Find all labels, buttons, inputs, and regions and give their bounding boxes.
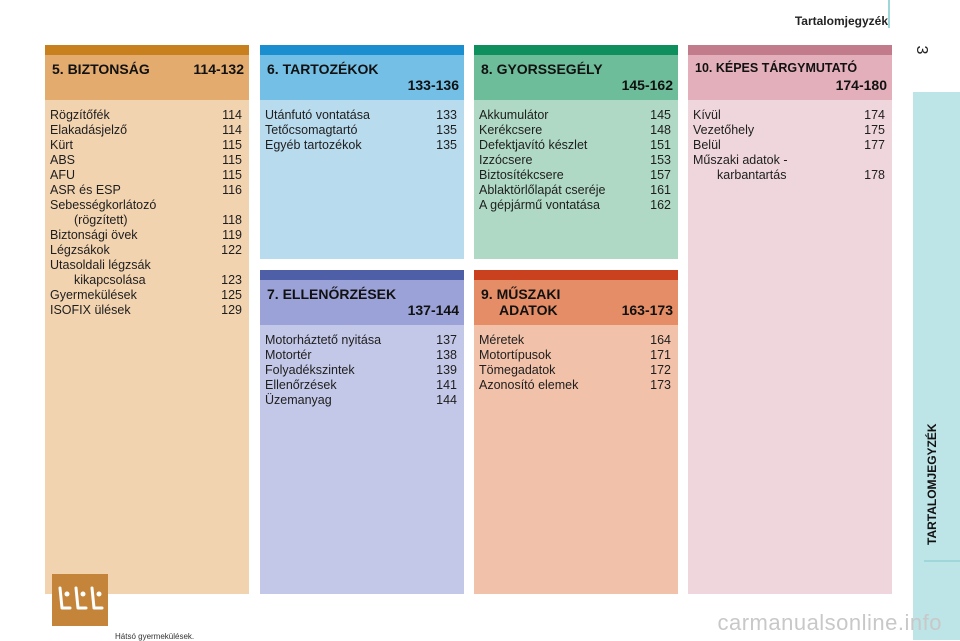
child-seats-caption: Hátsó gyermekülések. — [115, 632, 195, 641]
toc-entry[interactable] — [479, 138, 671, 153]
toc-entry-title: Folyadékszintek — [265, 363, 355, 377]
toc-entry-title: Gyermekülések — [50, 288, 137, 302]
toc-entry-page: 138 — [436, 348, 457, 362]
toc-entry[interactable] — [693, 123, 885, 138]
section-10-kepes-targymutato — [688, 45, 892, 594]
section-7-range: 137-144 — [407, 302, 459, 318]
toc-entry-title: Azonosító elemek — [479, 378, 579, 392]
toc-entry-page: 145 — [650, 108, 671, 122]
toc-entry[interactable] — [50, 168, 242, 183]
toc-entry-page: 172 — [650, 363, 671, 377]
toc-entry-page: 174 — [864, 108, 885, 122]
section-8-strip — [474, 45, 678, 55]
toc-entry-title: Kürt — [50, 138, 73, 152]
toc-entry-title: Izzócsere — [479, 153, 533, 167]
toc-entry-page: 157 — [650, 168, 671, 182]
toc-entry-title: Üzemanyag — [265, 393, 332, 407]
toc-entry[interactable] — [265, 123, 457, 138]
toc-entry-page: 171 — [650, 348, 671, 362]
toc-entry-page: 118 — [222, 213, 242, 227]
toc-entry-page: 114 — [222, 108, 242, 122]
section-7-title: 7. ELLENŐRZÉSEK — [267, 286, 397, 302]
toc-entry-page: 151 — [650, 138, 671, 152]
toc-entry-page: 148 — [650, 123, 671, 137]
section-5-header[interactable] — [45, 55, 249, 100]
toc-entry[interactable] — [50, 123, 242, 138]
section-8-title: 8. GYORSSEGÉLY — [481, 61, 603, 77]
toc-entry-title: Biztonsági övek — [50, 228, 138, 242]
section-10-header[interactable] — [688, 55, 892, 100]
toc-entry-title: Belül — [693, 138, 721, 152]
toc-entry-title: ABS — [50, 153, 76, 167]
toc-entry-title: kikapcsolása — [74, 273, 146, 287]
toc-entry[interactable] — [693, 153, 885, 168]
side-tab-rule — [924, 560, 960, 562]
section-9-strip — [474, 270, 678, 280]
section-9-title: 9. MŰSZAKI — [481, 286, 561, 302]
toc-entry-title: Elakadásjelző — [50, 123, 128, 137]
toc-entry[interactable] — [265, 393, 457, 408]
toc-entry-page: 115 — [222, 138, 242, 152]
toc-entry-page: 161 — [650, 183, 671, 197]
toc-entry-title: Kerékcsere — [479, 123, 543, 137]
section-8-range: 145-162 — [621, 77, 673, 93]
toc-entry-page: 173 — [650, 378, 671, 392]
toc-entry[interactable] — [693, 108, 885, 123]
section-6-title: 6. TARTOZÉKOK — [267, 61, 379, 77]
section-8-body — [474, 100, 678, 259]
section-7-body — [260, 325, 464, 594]
side-tab — [913, 92, 960, 640]
section-6-header[interactable] — [260, 55, 464, 100]
toc-entry-page: 139 — [436, 363, 457, 377]
toc-entry[interactable] — [479, 348, 671, 363]
toc-entry[interactable] — [479, 378, 671, 393]
toc-entry-title: Utasoldali légzsák — [50, 258, 151, 272]
toc-entry[interactable] — [265, 138, 457, 153]
toc-entry[interactable] — [50, 198, 242, 213]
toc-entry-page: 162 — [650, 198, 671, 212]
section-7-list — [265, 333, 457, 408]
toc-entry-title: Tömegadatok — [479, 363, 556, 377]
toc-entry-page: 141 — [436, 378, 457, 392]
header-divider — [888, 0, 890, 28]
watermark: carmanualsonline.info — [717, 610, 942, 635]
toc-entry[interactable] — [50, 183, 242, 198]
toc-entry[interactable] — [479, 363, 671, 378]
toc-entry-page: 175 — [864, 123, 885, 137]
section-7-strip — [260, 270, 464, 280]
toc-entry-page: 135 — [436, 138, 457, 152]
toc-entry[interactable] — [265, 378, 457, 393]
toc-entry-page: 164 — [650, 333, 671, 347]
toc-entry[interactable] — [50, 213, 242, 228]
section-5-strip — [45, 45, 249, 55]
toc-entry-title: Műszaki adatok - — [693, 153, 788, 167]
toc-entry[interactable] — [693, 138, 885, 153]
toc-entry-page: 125 — [221, 288, 242, 302]
toc-entry-page: 178 — [864, 168, 885, 182]
toc-entry[interactable] — [50, 153, 242, 168]
toc-entry[interactable] — [50, 288, 242, 303]
child-seats-icon — [52, 574, 108, 626]
section-5-biztonsag — [45, 45, 249, 641]
toc-entry-page: 123 — [221, 273, 242, 287]
toc-entry-title: karbantartás — [717, 168, 787, 182]
toc-entry-page: 114 — [222, 123, 242, 137]
toc-entry-title: AFU — [50, 168, 75, 182]
toc-entry-page: 177 — [864, 138, 885, 152]
section-6-tartozekok — [260, 45, 464, 259]
side-tab-label: TARTALOMJEGYZÉK — [925, 423, 939, 545]
toc-entry[interactable] — [479, 168, 671, 183]
section-8-gyorssegely — [474, 45, 678, 259]
toc-entry-title: Rögzítőfék — [50, 108, 110, 122]
section-10-title: 10. KÉPES TÁRGYMUTATÓ — [695, 61, 858, 75]
section-5-title: 5. BIZTONSÁG — [52, 61, 150, 77]
toc-entry-title: Ablaktörlőlapát cseréje — [479, 183, 606, 197]
toc-entry-page: 115 — [222, 168, 242, 182]
section-7-ellenorzesek — [260, 270, 464, 594]
toc-entry-page: 133 — [436, 108, 457, 122]
section-9-body — [474, 325, 678, 594]
toc-entry-title: Akkumulátor — [479, 108, 549, 122]
toc-entry-title: Sebességkorlátozó — [50, 198, 157, 212]
toc-entry-title: Defektjavító készlet — [479, 138, 588, 152]
toc-entry-title: Kívül — [693, 108, 721, 122]
toc-entry[interactable] — [479, 183, 671, 198]
toc-entry-title: Motortér — [265, 348, 312, 362]
toc-entry[interactable] — [50, 258, 242, 273]
toc-entry-title: Légzsákok — [50, 243, 110, 257]
toc-entry[interactable] — [50, 108, 242, 123]
toc-entry[interactable] — [265, 108, 457, 123]
section-6-list — [265, 108, 457, 153]
toc-entry[interactable] — [479, 123, 671, 138]
toc-entry-title: Biztosítékcsere — [479, 168, 564, 182]
toc-entry-title: Utánfutó vontatása — [265, 108, 370, 122]
toc-entry-title: A gépjármű vontatása — [479, 198, 600, 212]
toc-entry[interactable] — [265, 348, 457, 363]
section-10-body — [688, 100, 892, 594]
section-5-body — [45, 100, 249, 641]
section-8-header[interactable] — [474, 55, 678, 100]
toc-entry-title: Motortípusok — [479, 348, 552, 362]
section-7-header[interactable] — [260, 280, 464, 325]
toc-entry[interactable] — [479, 153, 671, 168]
toc-entry[interactable] — [265, 363, 457, 378]
section-10-strip — [688, 45, 892, 55]
toc-entry-title: Egyéb tartozékok — [265, 138, 362, 152]
section-5-range: 114-132 — [193, 61, 244, 77]
toc-entry[interactable] — [50, 273, 242, 288]
toc-entry-title: (rögzített) — [74, 213, 128, 227]
section-5-list — [50, 108, 242, 318]
section-9-title-line2: ADATOK — [499, 302, 558, 318]
section-6-range: 133-136 — [407, 77, 459, 93]
toc-entry-page: 119 — [222, 228, 242, 242]
section-6-body — [260, 100, 464, 259]
toc-entry-title: ASR és ESP — [50, 183, 121, 197]
toc-entry[interactable] — [50, 303, 242, 318]
toc-entry-title: Vezetőhely — [693, 123, 755, 137]
section-8-list — [479, 108, 671, 213]
toc-entry-page: 129 — [221, 303, 242, 317]
toc-entry[interactable] — [265, 333, 457, 348]
toc-entry-title: Motorháztető nyitása — [265, 333, 382, 347]
section-9-muszaki-adatok — [474, 270, 678, 594]
section-6-strip — [260, 45, 464, 55]
toc-entry-title: Tetőcsomagtartó — [265, 123, 358, 137]
toc-entry-page: 135 — [436, 123, 457, 137]
section-10-range: 174-180 — [835, 77, 887, 93]
toc-entry-page: 116 — [222, 183, 242, 197]
toc-entry-page: 144 — [436, 393, 457, 407]
section-9-range: 163-173 — [621, 302, 673, 318]
toc-entry[interactable] — [50, 228, 242, 243]
toc-entry-title: Ellenőrzések — [265, 378, 337, 392]
toc-entry-page: 153 — [650, 153, 671, 167]
toc-entry[interactable] — [693, 168, 885, 183]
toc-entry-page: 115 — [222, 153, 242, 167]
section-10-list — [693, 108, 885, 183]
section-9-list — [479, 333, 671, 393]
toc-entry[interactable] — [479, 108, 671, 123]
toc-entry-page: 122 — [221, 243, 242, 257]
toc-entry[interactable] — [50, 138, 242, 153]
section-9-header[interactable] — [474, 280, 678, 325]
page-number: 3 — [913, 45, 930, 55]
toc-entry[interactable] — [479, 333, 671, 348]
toc-entry-title: Méretek — [479, 333, 525, 347]
toc-entry[interactable] — [479, 198, 671, 213]
toc-entry-title: ISOFIX ülések — [50, 303, 131, 317]
toc-entry-page: 137 — [436, 333, 457, 347]
page-header-title: Tartalomjegyzék — [794, 14, 888, 28]
toc-entry[interactable] — [50, 243, 242, 258]
